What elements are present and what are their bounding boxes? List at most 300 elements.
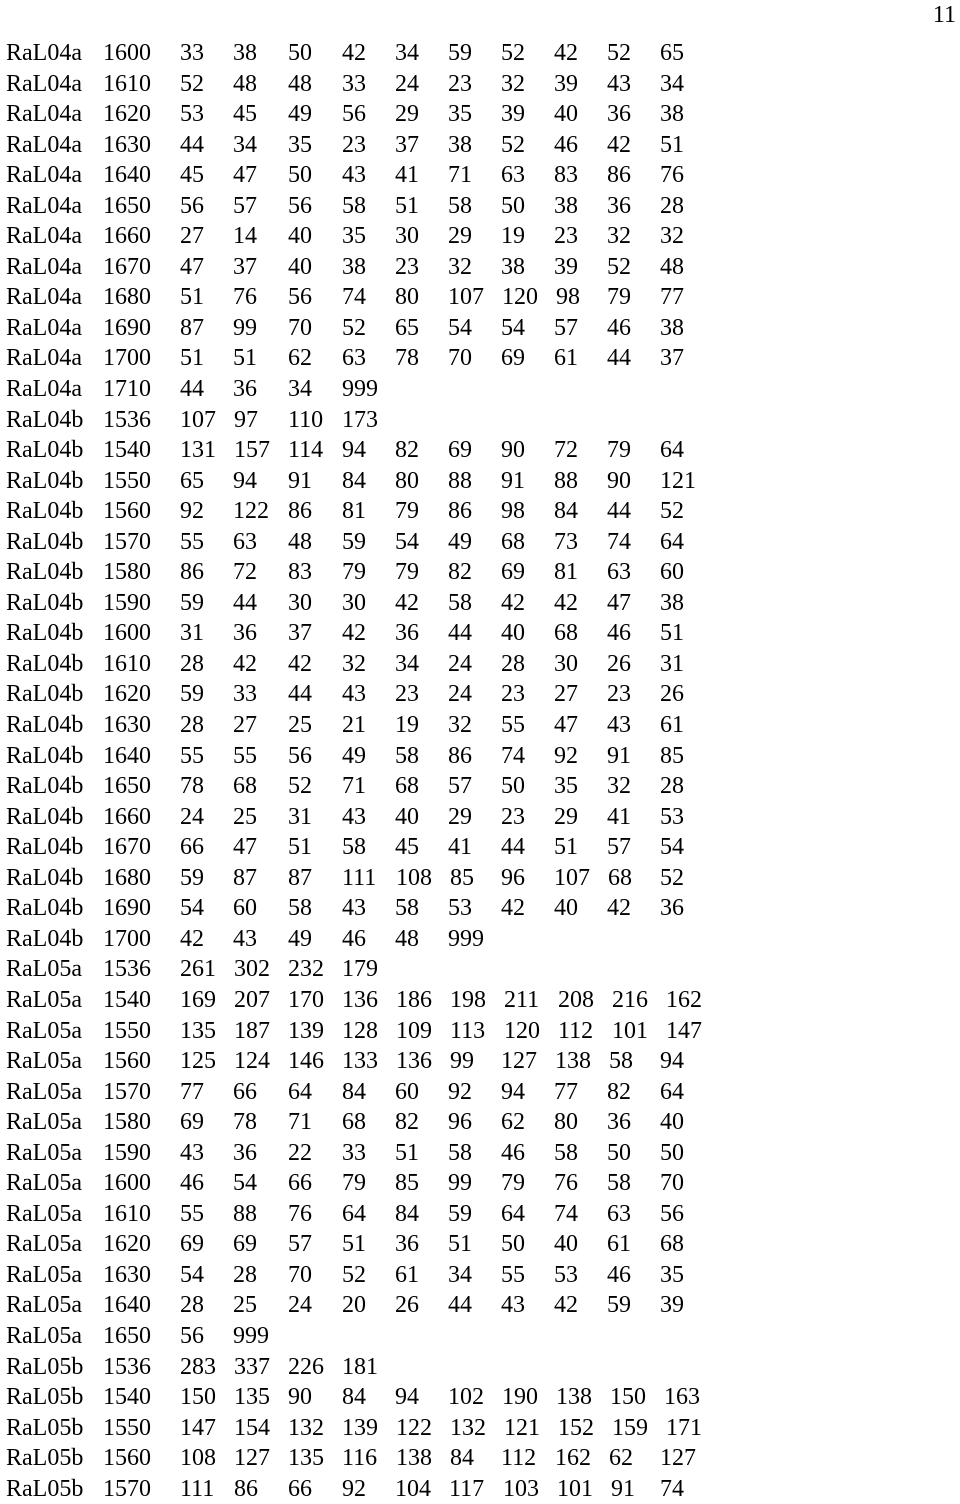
value-cell: 29 <box>448 803 472 830</box>
value-cell: 187 <box>234 1017 270 1044</box>
decade-year: 1610 <box>103 650 151 677</box>
value-cell: 69 <box>180 1231 204 1258</box>
value-cell: 999 <box>233 1322 269 1349</box>
value-cell: 46 <box>607 314 631 341</box>
table-row <box>0 1443 960 1474</box>
value-cell: 63 <box>233 528 257 555</box>
decade-year: 1560 <box>103 1445 151 1472</box>
value-cell: 64 <box>660 1078 684 1105</box>
value-cell: 65 <box>395 314 419 341</box>
value-cell: 41 <box>395 162 419 189</box>
value-cell: 211 <box>504 986 540 1013</box>
value-cell: 74 <box>342 284 366 311</box>
value-cell: 122 <box>233 498 269 525</box>
value-cell: 38 <box>554 192 578 219</box>
decade-year: 1550 <box>103 1414 151 1441</box>
value-cell: 24 <box>288 1292 312 1319</box>
value-cell: 44 <box>501 834 525 861</box>
value-cell: 32 <box>660 223 684 250</box>
decade-year: 1700 <box>103 925 151 952</box>
value-cell: 80 <box>554 1109 578 1136</box>
value-cell: 80 <box>395 284 419 311</box>
table-row <box>0 1046 960 1077</box>
value-cell: 37 <box>233 253 257 280</box>
value-cell: 60 <box>233 895 257 922</box>
value-cell: 69 <box>180 1109 204 1136</box>
table-row <box>0 405 960 436</box>
value-cell: 114 <box>288 437 324 464</box>
value-cell: 39 <box>660 1292 684 1319</box>
value-cell: 43 <box>180 1139 204 1166</box>
table-row <box>0 343 960 374</box>
value-cell: 162 <box>666 986 702 1013</box>
value-cell: 72 <box>554 437 578 464</box>
value-cell: 29 <box>395 101 419 128</box>
value-cell: 19 <box>395 712 419 739</box>
table-row <box>0 710 960 741</box>
series-id: RaL05a <box>6 1017 82 1044</box>
value-cell: 52 <box>501 131 525 158</box>
value-cell: 29 <box>554 803 578 830</box>
value-cell: 79 <box>395 559 419 586</box>
value-cell: 54 <box>180 895 204 922</box>
value-cell: 23 <box>554 223 578 250</box>
value-cell: 26 <box>395 1292 419 1319</box>
value-cell: 30 <box>342 589 366 616</box>
value-cell: 116 <box>342 1445 378 1472</box>
series-id: RaL05a <box>6 1170 82 1197</box>
value-cell: 24 <box>180 803 204 830</box>
value-cell: 42 <box>607 895 631 922</box>
value-cell: 283 <box>180 1353 216 1380</box>
value-cell: 24 <box>448 650 472 677</box>
value-cell: 40 <box>501 620 525 647</box>
value-cell: 33 <box>342 1139 366 1166</box>
value-cell: 42 <box>501 895 525 922</box>
value-cell: 77 <box>554 1078 578 1105</box>
value-cell: 57 <box>554 314 578 341</box>
table-row <box>0 618 960 649</box>
value-cell: 51 <box>448 1231 472 1258</box>
value-cell: 86 <box>234 1475 258 1502</box>
value-cell: 58 <box>554 1139 578 1166</box>
value-cell: 54 <box>180 1261 204 1288</box>
value-cell: 181 <box>342 1353 378 1380</box>
value-cell: 79 <box>395 498 419 525</box>
value-cell: 63 <box>607 559 631 586</box>
value-cell: 91 <box>501 467 525 494</box>
value-cell: 56 <box>660 1200 684 1227</box>
series-id: RaL05b <box>6 1384 84 1411</box>
value-cell: 32 <box>448 712 472 739</box>
table-row <box>0 1474 960 1504</box>
table-row <box>0 954 960 985</box>
value-cell: 30 <box>288 589 312 616</box>
value-cell: 54 <box>501 314 525 341</box>
decade-year: 1600 <box>103 620 151 647</box>
series-id: RaL05a <box>6 1322 82 1349</box>
table-row <box>0 313 960 344</box>
series-id: RaL04b <box>6 589 84 616</box>
value-cell: 43 <box>233 925 257 952</box>
value-cell: 64 <box>342 1200 366 1227</box>
value-cell: 152 <box>558 1414 594 1441</box>
value-cell: 68 <box>233 773 257 800</box>
value-cell: 78 <box>395 345 419 372</box>
series-id: RaL05a <box>6 1231 82 1258</box>
value-cell: 72 <box>233 559 257 586</box>
value-cell: 52 <box>607 253 631 280</box>
table-row <box>0 1199 960 1230</box>
value-cell: 84 <box>554 498 578 525</box>
data-table <box>0 38 960 1504</box>
value-cell: 62 <box>288 345 312 372</box>
value-cell: 50 <box>501 192 525 219</box>
table-row <box>0 741 960 772</box>
value-cell: 87 <box>233 864 257 891</box>
series-id: RaL05a <box>6 1109 82 1136</box>
value-cell: 69 <box>233 1231 257 1258</box>
value-cell: 88 <box>448 467 472 494</box>
value-cell: 46 <box>607 620 631 647</box>
value-cell: 55 <box>180 742 204 769</box>
series-id: RaL04b <box>6 712 84 739</box>
value-cell: 138 <box>556 1384 592 1411</box>
value-cell: 131 <box>180 437 216 464</box>
table-row <box>0 1138 960 1169</box>
value-cell: 43 <box>501 1292 525 1319</box>
value-cell: 36 <box>233 1139 257 1166</box>
value-cell: 44 <box>288 681 312 708</box>
value-cell: 132 <box>450 1414 486 1441</box>
value-cell: 32 <box>448 253 472 280</box>
value-cell: 110 <box>288 406 324 433</box>
series-id: RaL05b <box>6 1445 84 1472</box>
table-row <box>0 466 960 497</box>
value-cell: 58 <box>395 742 419 769</box>
value-cell: 38 <box>501 253 525 280</box>
value-cell: 76 <box>233 284 257 311</box>
value-cell: 96 <box>501 864 525 891</box>
value-cell: 51 <box>395 192 419 219</box>
value-cell: 94 <box>233 467 257 494</box>
decade-year: 1570 <box>103 528 151 555</box>
value-cell: 42 <box>288 650 312 677</box>
value-cell: 104 <box>395 1475 431 1502</box>
value-cell: 36 <box>233 376 257 403</box>
value-cell: 54 <box>233 1170 257 1197</box>
value-cell: 94 <box>395 1384 419 1411</box>
value-cell: 52 <box>180 70 204 97</box>
value-cell: 28 <box>180 1292 204 1319</box>
value-cell: 43 <box>342 803 366 830</box>
value-cell: 55 <box>501 1261 525 1288</box>
value-cell: 62 <box>501 1109 525 1136</box>
value-cell: 26 <box>607 650 631 677</box>
value-cell: 127 <box>234 1445 270 1472</box>
value-cell: 50 <box>288 162 312 189</box>
decade-year: 1630 <box>103 131 151 158</box>
decade-year: 1620 <box>103 101 151 128</box>
value-cell: 48 <box>660 253 684 280</box>
value-cell: 45 <box>395 834 419 861</box>
value-cell: 56 <box>342 101 366 128</box>
value-cell: 70 <box>448 345 472 372</box>
table-row <box>0 1107 960 1138</box>
value-cell: 31 <box>180 620 204 647</box>
value-cell: 83 <box>288 559 312 586</box>
value-cell: 57 <box>288 1231 312 1258</box>
value-cell: 55 <box>233 742 257 769</box>
series-id: RaL05a <box>6 1078 82 1105</box>
value-cell: 28 <box>180 712 204 739</box>
series-id: RaL04a <box>6 345 82 372</box>
value-cell: 150 <box>180 1384 216 1411</box>
value-cell: 43 <box>342 162 366 189</box>
value-cell: 157 <box>234 437 270 464</box>
value-cell: 88 <box>554 467 578 494</box>
value-cell: 47 <box>233 162 257 189</box>
series-id: RaL04a <box>6 70 82 97</box>
table-row <box>0 1229 960 1260</box>
value-cell: 42 <box>395 589 419 616</box>
table-row <box>0 802 960 833</box>
value-cell: 59 <box>448 40 472 66</box>
value-cell: 68 <box>608 864 632 891</box>
value-cell: 70 <box>288 314 312 341</box>
value-cell: 55 <box>180 1200 204 1227</box>
table-row <box>0 588 960 619</box>
value-cell: 74 <box>660 1475 684 1502</box>
value-cell: 60 <box>395 1078 419 1105</box>
value-cell: 127 <box>660 1445 696 1472</box>
decade-year: 1690 <box>103 314 151 341</box>
value-cell: 69 <box>501 345 525 372</box>
value-cell: 57 <box>607 834 631 861</box>
value-cell: 135 <box>180 1017 216 1044</box>
value-cell: 207 <box>234 986 270 1013</box>
decade-year: 1590 <box>103 589 151 616</box>
value-cell: 108 <box>396 864 432 891</box>
value-cell: 55 <box>180 528 204 555</box>
value-cell: 132 <box>288 1414 324 1441</box>
decade-year: 1620 <box>103 681 151 708</box>
value-cell: 35 <box>288 131 312 158</box>
value-cell: 146 <box>288 1048 324 1075</box>
value-cell: 40 <box>288 253 312 280</box>
decade-year: 1550 <box>103 1017 151 1044</box>
decade-year: 1670 <box>103 253 151 280</box>
value-cell: 37 <box>395 131 419 158</box>
value-cell: 42 <box>180 925 204 952</box>
value-cell: 76 <box>660 162 684 189</box>
value-cell: 23 <box>501 681 525 708</box>
value-cell: 79 <box>501 1170 525 1197</box>
value-cell: 58 <box>448 192 472 219</box>
series-id: RaL04b <box>6 864 84 891</box>
value-cell: 54 <box>395 528 419 555</box>
value-cell: 51 <box>554 834 578 861</box>
value-cell: 38 <box>660 314 684 341</box>
value-cell: 94 <box>342 437 366 464</box>
value-cell: 48 <box>395 925 419 952</box>
value-cell: 101 <box>612 1017 648 1044</box>
table-row <box>0 160 960 191</box>
value-cell: 107 <box>448 284 484 311</box>
series-id: RaL04b <box>6 681 84 708</box>
value-cell: 92 <box>180 498 204 525</box>
value-cell: 44 <box>607 498 631 525</box>
value-cell: 42 <box>501 589 525 616</box>
table-row <box>0 69 960 100</box>
value-cell: 58 <box>609 1048 633 1075</box>
value-cell: 37 <box>288 620 312 647</box>
value-cell: 58 <box>448 1139 472 1166</box>
value-cell: 999 <box>448 925 484 952</box>
table-row <box>0 1321 960 1352</box>
value-cell: 64 <box>288 1078 312 1105</box>
value-cell: 74 <box>554 1200 578 1227</box>
value-cell: 31 <box>288 803 312 830</box>
value-cell: 51 <box>233 345 257 372</box>
value-cell: 84 <box>342 467 366 494</box>
value-cell: 99 <box>450 1048 474 1075</box>
value-cell: 76 <box>288 1200 312 1227</box>
value-cell: 77 <box>660 284 684 311</box>
value-cell: 186 <box>396 986 432 1013</box>
value-cell: 136 <box>396 1048 432 1075</box>
value-cell: 58 <box>342 834 366 861</box>
value-cell: 23 <box>607 681 631 708</box>
value-cell: 36 <box>607 101 631 128</box>
value-cell: 43 <box>607 70 631 97</box>
value-cell: 33 <box>342 70 366 97</box>
value-cell: 162 <box>555 1445 591 1472</box>
value-cell: 79 <box>607 284 631 311</box>
value-cell: 79 <box>607 437 631 464</box>
series-id: RaL04b <box>6 773 84 800</box>
value-cell: 38 <box>342 253 366 280</box>
value-cell: 91 <box>607 742 631 769</box>
table-row <box>0 1077 960 1108</box>
value-cell: 49 <box>342 742 366 769</box>
series-id: RaL04a <box>6 223 82 250</box>
value-cell: 34 <box>395 650 419 677</box>
value-cell: 122 <box>396 1414 432 1441</box>
value-cell: 19 <box>501 223 525 250</box>
value-cell: 25 <box>233 1292 257 1319</box>
value-cell: 32 <box>501 70 525 97</box>
series-id: RaL05a <box>6 1292 82 1319</box>
value-cell: 51 <box>180 284 204 311</box>
value-cell: 50 <box>607 1139 631 1166</box>
series-id: RaL05a <box>6 1048 82 1075</box>
value-cell: 154 <box>234 1414 270 1441</box>
value-cell: 56 <box>180 192 204 219</box>
value-cell: 30 <box>395 223 419 250</box>
value-cell: 216 <box>612 986 648 1013</box>
value-cell: 38 <box>448 131 472 158</box>
value-cell: 41 <box>607 803 631 830</box>
value-cell: 32 <box>607 773 631 800</box>
value-cell: 58 <box>607 1170 631 1197</box>
series-id: RaL04a <box>6 101 82 128</box>
value-cell: 51 <box>660 131 684 158</box>
value-cell: 23 <box>395 681 419 708</box>
value-cell: 36 <box>395 1231 419 1258</box>
value-cell: 98 <box>556 284 580 311</box>
decade-year: 1710 <box>103 376 151 403</box>
table-row <box>0 893 960 924</box>
value-cell: 124 <box>234 1048 270 1075</box>
value-cell: 47 <box>233 834 257 861</box>
value-cell: 46 <box>180 1170 204 1197</box>
value-cell: 150 <box>610 1384 646 1411</box>
decade-year: 1650 <box>103 773 151 800</box>
value-cell: 82 <box>607 1078 631 1105</box>
value-cell: 136 <box>342 986 378 1013</box>
value-cell: 42 <box>607 131 631 158</box>
value-cell: 30 <box>554 650 578 677</box>
value-cell: 87 <box>288 864 312 891</box>
value-cell: 56 <box>180 1322 204 1349</box>
value-cell: 138 <box>555 1048 591 1075</box>
value-cell: 69 <box>501 559 525 586</box>
series-id: RaL04b <box>6 834 84 861</box>
decade-year: 1630 <box>103 712 151 739</box>
value-cell: 29 <box>448 223 472 250</box>
value-cell: 261 <box>180 956 216 983</box>
value-cell: 42 <box>342 620 366 647</box>
decade-year: 1640 <box>103 162 151 189</box>
series-id: RaL04b <box>6 620 84 647</box>
value-cell: 90 <box>288 1384 312 1411</box>
value-cell: 50 <box>501 773 525 800</box>
value-cell: 46 <box>554 131 578 158</box>
value-cell: 68 <box>660 1231 684 1258</box>
value-cell: 32 <box>607 223 631 250</box>
value-cell: 64 <box>501 1200 525 1227</box>
table-row <box>0 924 960 955</box>
value-cell: 59 <box>180 864 204 891</box>
value-cell: 63 <box>501 162 525 189</box>
value-cell: 84 <box>395 1200 419 1227</box>
value-cell: 22 <box>288 1139 312 1166</box>
value-cell: 173 <box>342 406 378 433</box>
value-cell: 88 <box>233 1200 257 1227</box>
series-id: RaL04b <box>6 650 84 677</box>
series-id: RaL04b <box>6 498 84 525</box>
value-cell: 46 <box>501 1139 525 1166</box>
value-cell: 85 <box>395 1170 419 1197</box>
value-cell: 40 <box>395 803 419 830</box>
value-cell: 47 <box>180 253 204 280</box>
decade-year: 1570 <box>103 1078 151 1105</box>
value-cell: 28 <box>180 650 204 677</box>
value-cell: 83 <box>554 162 578 189</box>
series-id: RaL05a <box>6 1261 82 1288</box>
decade-year: 1570 <box>103 1475 151 1502</box>
series-id: RaL04a <box>6 253 82 280</box>
decade-year: 1690 <box>103 895 151 922</box>
value-cell: 81 <box>342 498 366 525</box>
table-row <box>0 374 960 405</box>
value-cell: 69 <box>448 437 472 464</box>
decade-year: 1536 <box>103 956 151 983</box>
value-cell: 38 <box>660 101 684 128</box>
value-cell: 87 <box>180 314 204 341</box>
value-cell: 50 <box>660 1139 684 1166</box>
